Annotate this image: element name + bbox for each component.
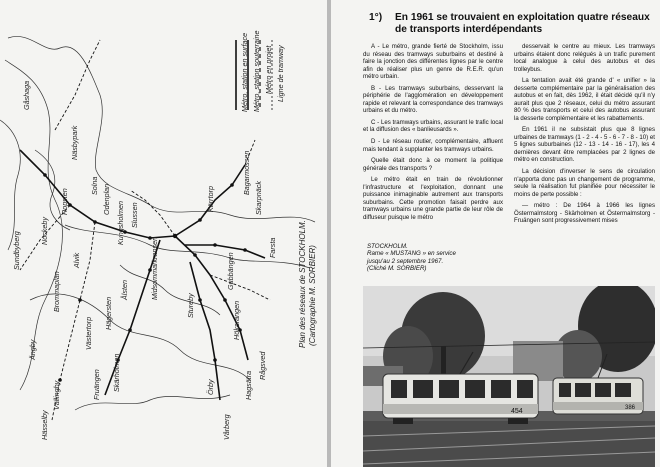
station-label: Alvik	[72, 252, 81, 268]
tram-photo-illustration	[363, 286, 655, 467]
station-label: Västertorp	[84, 316, 93, 350]
station-label: Fruängen	[92, 369, 101, 400]
station-label: Kärrtorp	[206, 186, 215, 212]
station-label: Hökarängen	[232, 300, 241, 340]
station-label: Rågsved	[258, 351, 267, 380]
shoreline-bay	[120, 265, 220, 315]
station-label: Nockeby	[40, 217, 49, 245]
station-label: Kungsholmen	[116, 201, 125, 245]
caption-line: Rame « MUSTANG » en service	[367, 250, 456, 258]
paragraph: La tentation avait été grande d' « unifier » la desserte complémentaire par la généralisation des autobus et en fait, dès 1962, il était décidé qu'il n'y aurait plus que 2 réseaux, celui du métro assurant 80 % des transports et celui des autobus assurant la desserte complémentaire et les rabattements.	[514, 77, 655, 122]
station-label: Ropsten	[60, 188, 69, 215]
legend-label: Métro, station souterraine	[252, 30, 261, 112]
tram-line-southeast	[210, 275, 270, 300]
heading-line-1: En 1961 se trouvaient en exploitation quatre réseaux	[395, 12, 650, 23]
station-label: Sundbyberg	[12, 231, 21, 270]
station-label: Ålsten	[120, 280, 129, 300]
station-label: Vällingby	[52, 380, 61, 410]
caption-line: jusqu'au 2 septembre 1967.	[367, 257, 444, 265]
section-number: 1°)	[369, 12, 383, 23]
station-label: Bagarmossen	[242, 150, 251, 195]
metro-line-east	[185, 245, 265, 258]
station-label: Solna	[90, 176, 99, 195]
paragraph: En 1961 il ne subsistait plus que 8 lignes urbaines de tramways (1 - 2 - 4 - 5 - 6 - 7 - 8 - 10) et 5 lignes suburbaines (12 - 13 - 14 - 16 - 17), les 4 dernières devant être remplacées par 2 lignes de métro en construction.	[514, 126, 655, 164]
tram-number: 386	[625, 405, 636, 411]
station-label: Brommaplan	[52, 271, 61, 312]
station-label: Näsbypark	[70, 125, 79, 160]
map-title: Plan des réseaux de STOCKHOLM.	[298, 220, 307, 348]
station-label: Skärholmen	[112, 353, 121, 392]
paragraph: desservait le centre au mieux. Les tramways urbains étaient donc relégués à un trafic purement local analogue à celui des autobus et des trolleybus.	[514, 43, 655, 73]
text-column-right	[514, 43, 655, 229]
paragraph: D - Le réseau routier, complémentaire, affluent mais tendant à supplanter les tramways urbains.	[363, 138, 503, 153]
station-label: Odenplan	[102, 183, 111, 215]
section-heading	[369, 12, 651, 36]
station-label: Hässelby	[40, 410, 49, 440]
station-label: Hägersten	[104, 296, 113, 330]
text-column-left	[363, 43, 503, 226]
heading-line-2: de transports interdépendants	[395, 24, 543, 35]
tram-number: 454	[511, 408, 523, 415]
paragraph: C - Les tramways urbains, assurant le trafic local et la diffusion des « banlieusards ».	[363, 118, 503, 134]
paragraph: B - Les tramways suburbains, desservant la périphérie de l'agglomération en développement rapide et relevant la correspondance des tramways urbains et du métro.	[363, 84, 503, 115]
station-label: Gåshaga	[22, 80, 31, 110]
station-label: Hagsätra	[244, 370, 253, 400]
legend-label: Ligne de tramway	[276, 45, 285, 102]
paragraph: Quelle était donc à ce moment la politique générale des transports ?	[363, 157, 503, 172]
tram-photo	[363, 286, 655, 467]
station-label: Slussen	[130, 202, 139, 228]
paragraph: — métro : De 1964 à 1966 les lignes Östermalmstorg - Skärholmen et Östermalmstorg - Fruängen sont progressivement mises	[514, 202, 655, 225]
station-label: Vårberg	[222, 414, 231, 440]
map-page	[0, 0, 327, 467]
station-label: Farsta	[268, 237, 277, 258]
caption-place: STOCKHOLM.	[367, 243, 408, 250]
tram-line-lidingo	[55, 40, 100, 130]
paragraph: A - Le métro, grande fierté de Stockholm, issu du réseau des tramways suburbains et destiné à faire la jonction des différentes lignes par le centre afin de réaliser plus un genre de R.E.R. qu'un métro urbain.	[363, 43, 503, 80]
paragraph: La décision d'inverser le sens de circulation n'apporta donc pas un changement de programme, seule la réalisation fut planifiée pour nécessiter le moins de perte possible :	[514, 168, 655, 198]
photo-caption	[367, 243, 497, 273]
station-label: Midsommarkransen	[150, 236, 159, 300]
map-credit: (Cartographie M. SORBIER)	[308, 245, 317, 346]
station-label: Gubbängen	[226, 252, 235, 290]
station-label: Örby	[206, 379, 215, 395]
station-label: Ängby	[28, 339, 37, 360]
article-page	[331, 0, 660, 467]
legend-label: Métro en projet	[264, 45, 273, 94]
shoreline-lake	[30, 294, 250, 380]
station-label: Skarpnäck	[254, 181, 263, 215]
station-label: Stureby	[186, 293, 195, 318]
legend-label: Métro, station en surface	[240, 32, 249, 112]
caption-credit: (Cliché M. SORBIER)	[367, 265, 427, 273]
paragraph: Le métro était en train de révolutionner l'infrastructure et l'exploitation, donnant une puissance inimaginable autrement aux transports suburbains. Cette promotion faisait perdre aux tramways urbains une grande partie de leur rôle de diffuseur puisque le métro	[363, 176, 503, 221]
